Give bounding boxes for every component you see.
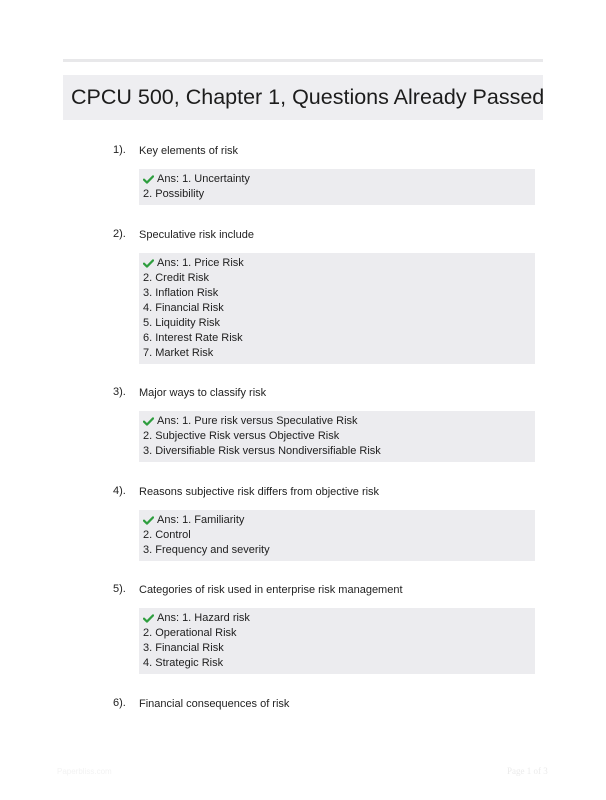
answer-line-correct: Ans: 1. Familiarity [143,513,535,528]
question-number: 6). [113,697,126,709]
page-number: Page 1 of 3 [507,766,548,776]
answer-line: 4. Strategic Risk [143,657,224,669]
check-icon [143,614,154,623]
answer-line: 3. Diversifiable Risk versus Nondiversifiable Risk [143,445,381,457]
top-divider [63,59,543,62]
check-icon [143,259,154,268]
question-number: 5). [113,583,126,595]
answer-line: 2. Operational Risk [143,627,237,639]
title-banner [63,75,543,120]
answer-line: 2. Possibility [143,188,205,200]
answer-box [139,169,535,205]
answer-line: 3. Frequency and severity [143,544,270,556]
question-text: Categories of risk used in enterprise risk management [139,584,403,596]
answer-line-correct: Ans: 1. Hazard risk [143,611,535,626]
answer-line: 7. Market Risk [143,347,214,359]
answer-box [139,608,535,674]
footer-watermark: Paperbliss.com [57,767,112,776]
question-text: Financial consequences of risk [139,698,290,710]
answer-line: 2. Credit Risk [143,272,210,284]
question-text: Speculative risk include [139,229,254,241]
answer-box [139,510,535,561]
answer-line: 5. Liquidity Risk [143,317,221,329]
question-text: Reasons subjective risk differs from objective risk [139,486,380,498]
answer-line-correct: Ans: 1. Uncertainty [143,172,535,187]
check-icon [143,417,154,426]
answer-line: 3. Inflation Risk [143,287,219,299]
answer-line: 6. Interest Rate Risk [143,332,243,344]
check-icon [143,516,154,525]
answer-line-correct: Ans: 1. Price Risk [143,256,535,271]
question-text: Major ways to classify risk [139,387,267,399]
answer-box [139,253,535,364]
question-text: Key elements of risk [139,145,239,157]
question-number: 4). [113,485,126,497]
answer-line: 4. Financial Risk [143,302,224,314]
answer-box [139,411,535,462]
question-number: 3). [113,386,126,398]
answer-line-correct: Ans: 1. Pure risk versus Speculative Risk [143,414,535,429]
answer-line: 3. Financial Risk [143,642,224,654]
page-title: CPCU 500, Chapter 1, Questions Already Passed [71,85,545,109]
answer-line: 2. Control [143,529,191,541]
check-icon [143,175,154,184]
answer-line: 2. Subjective Risk versus Objective Risk [143,430,340,442]
question-number: 2). [113,228,126,240]
question-number: 1). [113,144,126,156]
